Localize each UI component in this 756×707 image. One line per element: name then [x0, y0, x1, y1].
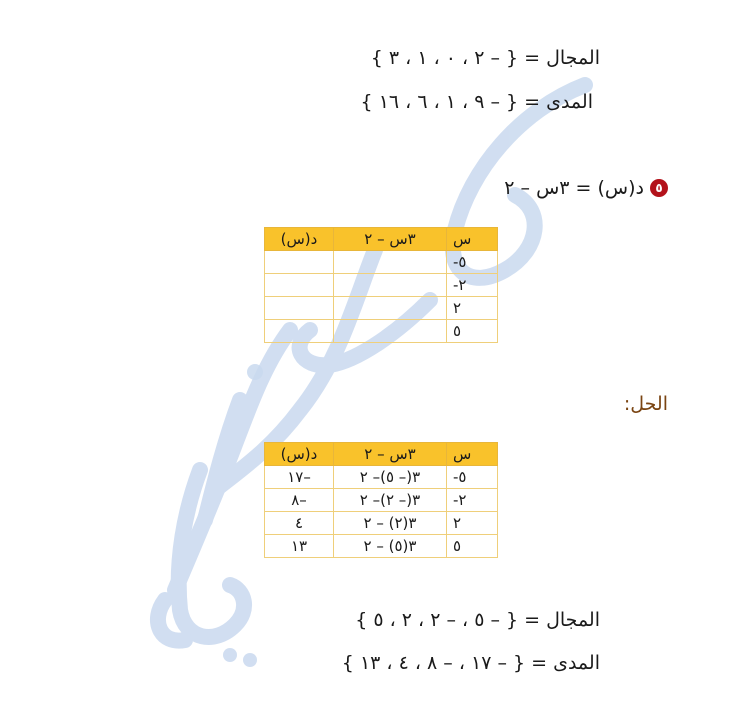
cell-x: ٥ [447, 535, 498, 558]
table-row [265, 466, 498, 489]
header-function: د(س) [265, 228, 334, 251]
table-header-row [265, 443, 498, 466]
header-expression: ٣س – ٢ [334, 443, 447, 466]
cell-value: –١٧ [265, 466, 334, 489]
header-function: د(س) [265, 443, 334, 466]
cell-x: ٢ [447, 512, 498, 535]
empty-values-table [264, 227, 498, 343]
cell-value [265, 251, 334, 274]
solution-label: الحل: [623, 393, 668, 415]
cell-expression [334, 320, 447, 343]
header-expression: ٣س – ٢ [334, 228, 447, 251]
cell-x: ٢ [447, 297, 498, 320]
problem-statement [504, 175, 668, 201]
cell-value: ١٣ [265, 535, 334, 558]
cell-value [265, 320, 334, 343]
table-row [265, 320, 498, 343]
table-row [265, 535, 498, 558]
table-row [265, 251, 498, 274]
cell-value [265, 297, 334, 320]
cell-x: ٢- [447, 489, 498, 512]
header-x: س [447, 228, 498, 251]
bottom-domain-line: المجال = { – ٥ ، – ٢ ، ٢ ، ٥ } [355, 609, 600, 631]
cell-x: ٥ [447, 320, 498, 343]
top-domain-line: المجال = { – ٢ ، ٠ ، ١ ، ٣ } [370, 47, 600, 69]
cell-value: ٤ [265, 512, 334, 535]
cell-expression: ٣(– ٥)– ٢ [334, 466, 447, 489]
cell-x: ٥- [447, 251, 498, 274]
cell-x: ٢- [447, 274, 498, 297]
table-row [265, 274, 498, 297]
cell-expression: ٣(٥) – ٢ [334, 535, 447, 558]
table-header-row [265, 228, 498, 251]
table-row [265, 512, 498, 535]
top-range-line: المدى = { – ٩ ، ١ ، ٦ ، ١٦ } [360, 91, 593, 113]
cell-x: ٥- [447, 466, 498, 489]
cell-expression [334, 251, 447, 274]
table-row [265, 489, 498, 512]
cell-expression [334, 274, 447, 297]
cell-value: –٨ [265, 489, 334, 512]
cell-expression [334, 297, 447, 320]
header-x: س [447, 443, 498, 466]
solved-values-table [264, 442, 498, 558]
problem-function: د(س) = ٣س – ٢ [504, 177, 644, 199]
cell-expression: ٣(– ٢)– ٢ [334, 489, 447, 512]
cell-expression: ٣(٢) – ٢ [334, 512, 447, 535]
table-row [265, 297, 498, 320]
problem-number-badge: ٥ [650, 179, 668, 197]
cell-value [265, 274, 334, 297]
bottom-range-line: المدى = { – ١٧ ، – ٨ ، ٤ ، ١٣ } [341, 652, 600, 674]
